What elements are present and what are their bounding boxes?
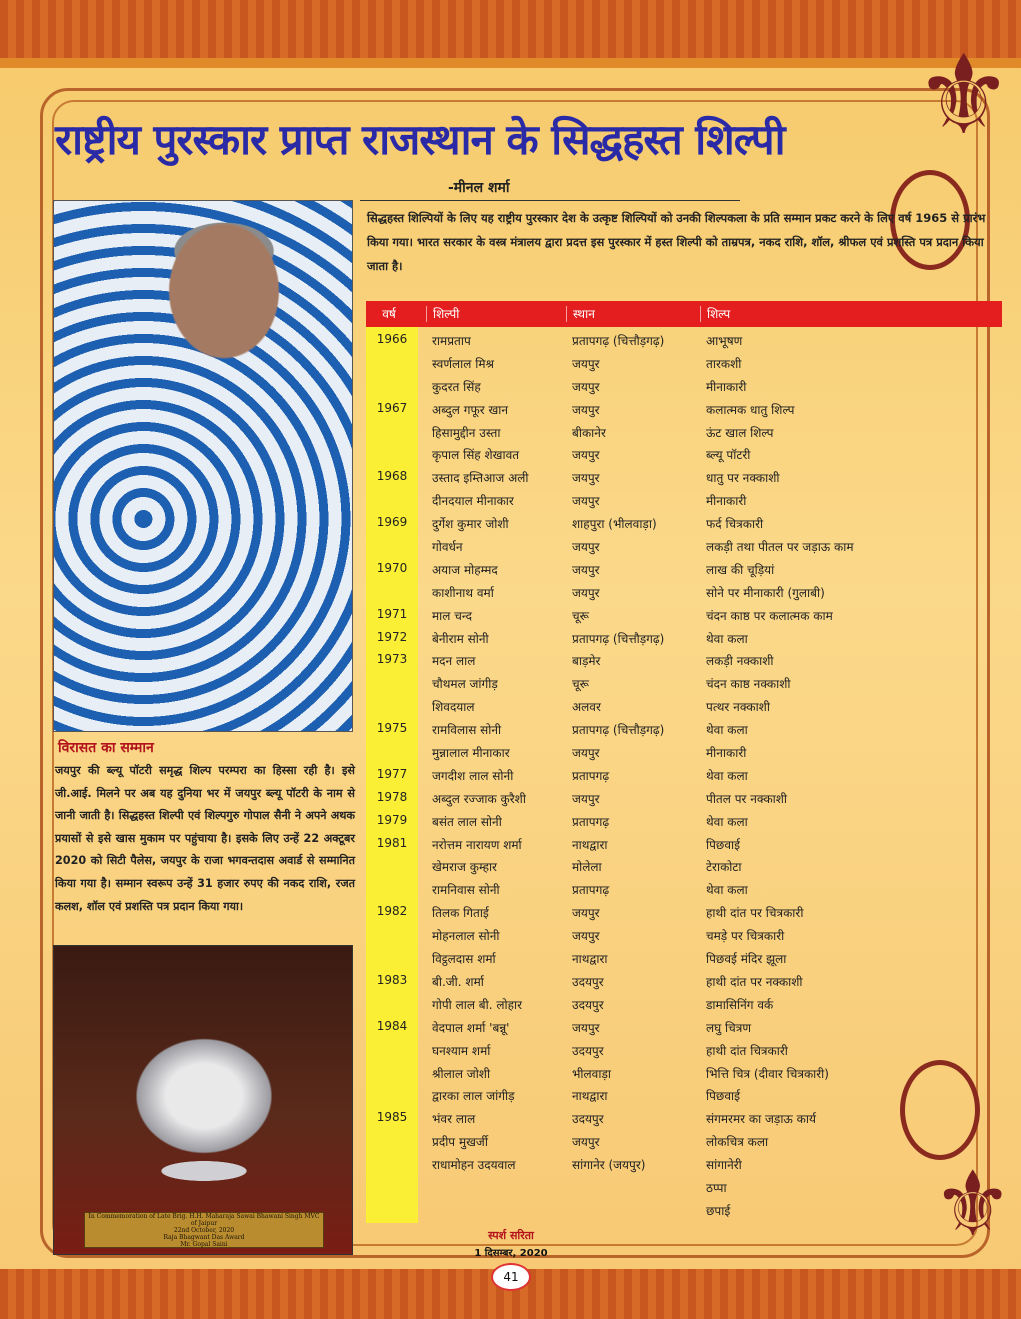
- row-artisan: मुन्नालाल मीनाकार: [432, 746, 510, 761]
- table-row: [366, 858, 1002, 881]
- row-craft: ऊंट खाल शिल्प: [706, 425, 774, 440]
- table-row: [366, 1042, 1002, 1065]
- row-year: 1984: [376, 1018, 408, 1033]
- decorative-top-stripe: [0, 58, 1021, 68]
- row-place: जयपुर: [572, 540, 600, 555]
- row-craft: थेवा कला: [706, 723, 748, 738]
- table-row: [366, 1019, 1002, 1042]
- row-artisan: कृपाल सिंह शेखावत: [432, 448, 520, 463]
- row-artisan: बसंत लाल सोनी: [432, 814, 502, 829]
- footer-badge: [468, 1228, 554, 1304]
- row-artisan: उस्ताद इम्तिआज अली: [432, 471, 529, 486]
- table-row: [366, 1087, 1002, 1110]
- row-place: जयपुर: [572, 929, 600, 944]
- table-row: [366, 1179, 1002, 1202]
- table-row: [366, 996, 1002, 1019]
- table-row: [366, 561, 1002, 584]
- row-craft: पिछवाई: [706, 1089, 741, 1104]
- row-craft: डामासिनिंग वर्क: [706, 997, 774, 1012]
- row-craft: आभूषण: [706, 334, 743, 348]
- row-place: प्रतापगढ़ (चित्तौड़गढ़): [572, 334, 665, 348]
- row-craft: सांगानेरी: [706, 1158, 742, 1173]
- row-artisan: मदन लाल: [432, 654, 476, 669]
- row-artisan: घनश्याम शर्मा: [432, 1043, 491, 1058]
- row-craft: पत्थर नक्काशी: [706, 700, 770, 715]
- row-artisan: शिवदयाल: [432, 700, 475, 715]
- row-place: उदयपुर: [572, 997, 604, 1012]
- row-artisan: भंवर लाल: [432, 1112, 476, 1127]
- row-artisan: माल चन्द: [432, 608, 472, 623]
- row-artisan: बी.जी. शर्मा: [432, 974, 484, 989]
- row-place: नाथद्वारा: [572, 837, 608, 852]
- row-place: सांगानेर (जयपुर): [572, 1158, 646, 1173]
- row-place: प्रतापगढ़ (चित्तौड़गढ़): [572, 723, 665, 738]
- row-artisan: नरोत्तम नारायण शर्मा: [432, 837, 522, 852]
- row-place: जयपुर: [572, 448, 600, 463]
- row-craft: चंदन काष्ठ नक्काशी: [706, 677, 791, 692]
- table-row: [366, 698, 1002, 721]
- row-craft: ब्ल्यू पॉटरी: [706, 448, 751, 463]
- plaque-line: 22nd October, 2020: [173, 1227, 235, 1234]
- author-byline: -मीनल शर्मा: [448, 180, 510, 196]
- row-artisan: हिसामुद्दीन उस्ता: [432, 425, 501, 440]
- row-place: चूरू: [572, 677, 589, 692]
- row-artisan: अयाज मोहम्मद: [432, 562, 498, 577]
- row-craft: लाख की चूड़ियां: [706, 562, 775, 577]
- plaque-line: In Commemoration of Late Brig. H.H. Maharaja Sawai Bhawani Singh MVC of Jaipur: [88, 1213, 320, 1227]
- row-craft: टेराकोटा: [706, 860, 742, 875]
- row-craft: हाथी दांत पर नक्काशी: [706, 974, 803, 989]
- row-place: उदयपुर: [572, 974, 604, 989]
- row-place: जयपुर: [572, 1020, 600, 1035]
- row-craft: फर्द चित्रकारी: [706, 517, 764, 532]
- row-artisan: दीनदयाल मीनाकार: [432, 494, 514, 509]
- header-artisan: शिल्पी: [426, 306, 459, 322]
- row-craft: मीनाकारी: [706, 494, 747, 509]
- table-row: [366, 401, 1002, 424]
- row-place: जयपुर: [572, 1135, 600, 1150]
- table-row: [366, 538, 1002, 561]
- row-artisan: वेदपाल शर्मा 'बन्नू': [432, 1020, 510, 1035]
- row-place: प्रतापगढ़: [572, 883, 610, 898]
- plaque-line: Raja Bhagwant Das Award: [163, 1234, 245, 1241]
- row-craft: हाथी दांत पर चित्रकारी: [706, 906, 804, 921]
- row-artisan: कुदरत सिंह: [432, 379, 481, 394]
- row-place: बाड़मेर: [572, 654, 601, 669]
- row-craft: तारकशी: [706, 356, 742, 371]
- divider: [360, 200, 740, 201]
- row-craft: थेवा कला: [706, 814, 748, 829]
- sidebar-text: जयपुर की ब्ल्यू पॉटरी समृद्ध शिल्प परम्परा का हिस्सा रही है। इसे जी.आई. मिलने पर अब यह दुनिया भर में जयपुर ब्ल्यू पॉटरी के नाम से जानी जाती है। सिद्धहस्त शिल्पी एवं शिल्पगुरु गोपाल सैनी ने अपने अथक प्रयासों से इसे खास मुकाम पर पहुंचाया है। इसके लिए उन्हें 22 अक्टूबर 2020 को सिटी पैलेस, जयपुर के राजा भगवन्तदास अवार्ड से सम्मानित किया गया है। सम्मान स्वरूप उन्हें 31 हजार रुपए की नकद राशि, रजत कलश, शॉल एवं प्रशस्ति पत्र प्रदान किया गया।: [55, 764, 355, 913]
- table-row: [366, 904, 1002, 927]
- row-artisan: रामनिवास सोनी: [432, 883, 500, 898]
- table-row: [366, 973, 1002, 996]
- row-craft: लकड़ी नक्काशी: [706, 654, 774, 669]
- table-row: [366, 584, 1002, 607]
- row-place: प्रतापगढ़ (चित्तौड़गढ़): [572, 631, 665, 646]
- row-year: 1970: [376, 560, 408, 575]
- row-craft: भित्ति चित्र (दीवार चित्रकारी): [706, 1066, 829, 1081]
- row-craft: संगमरमर का जड़ाऊ कार्य: [706, 1112, 816, 1127]
- header-craft: शिल्प: [700, 306, 730, 322]
- row-year: 1983: [376, 972, 408, 987]
- row-year: 1966: [376, 332, 408, 346]
- table-row: [366, 950, 1002, 973]
- row-craft: लकड़ी तथा पीतल पर जड़ाऊ काम: [706, 540, 854, 555]
- row-year: 1971: [376, 606, 408, 621]
- table-row: [366, 1110, 1002, 1133]
- row-place: जयपुर: [572, 906, 600, 921]
- table-row: [366, 1156, 1002, 1179]
- magazine-name: स्पर्श सरिता: [488, 1229, 534, 1242]
- row-artisan: दुर्गेश कुमार जोशी: [432, 517, 509, 532]
- header-year: वर्ष: [382, 307, 396, 321]
- table-row: [366, 630, 1002, 653]
- row-craft: धातु पर नक्काशी: [706, 471, 780, 486]
- row-craft: थेवा कला: [706, 631, 748, 646]
- row-craft: पीतल पर नक्काशी: [706, 791, 788, 806]
- table-row: [366, 515, 1002, 538]
- row-place: जयपुर: [572, 562, 600, 577]
- row-craft: ठप्पा: [706, 1180, 727, 1195]
- row-place: प्रतापगढ़: [572, 768, 610, 783]
- table-row: [366, 927, 1002, 950]
- row-place: मोलेला: [572, 860, 602, 875]
- page-title: राष्ट्रीय पुरस्कार प्राप्त राजस्थान के सिद्धहस्त शिल्पी: [55, 115, 785, 164]
- table-row: [366, 1202, 1002, 1225]
- row-place: उदयपुर: [572, 1112, 604, 1127]
- row-craft: थेवा कला: [706, 768, 748, 783]
- row-artisan: खेमराज कुम्हार: [432, 860, 497, 875]
- row-year: 1981: [376, 835, 408, 850]
- row-place: जयपुर: [572, 471, 600, 486]
- row-artisan: रामविलास सोनी: [432, 723, 502, 738]
- row-artisan: विट्ठलदास शर्मा: [432, 952, 496, 967]
- table-row: [366, 1133, 1002, 1156]
- row-artisan: काशीनाथ वर्मा: [432, 585, 494, 600]
- row-craft: लघु चित्रण: [706, 1020, 752, 1035]
- row-artisan: गोवर्धन: [432, 540, 463, 555]
- table-row: [366, 721, 1002, 744]
- row-craft: हाथी दांत चित्रकारी: [706, 1043, 788, 1058]
- table-row: [366, 378, 1002, 401]
- table-row: [366, 469, 1002, 492]
- table-row: [366, 790, 1002, 813]
- row-craft: छपाई: [706, 1203, 731, 1218]
- artisan-photo: [53, 200, 353, 732]
- row-year: 1969: [376, 515, 408, 530]
- row-year: 1979: [376, 812, 408, 827]
- row-place: जयपुर: [572, 356, 600, 371]
- row-year: 1972: [376, 629, 408, 644]
- row-artisan: अब्दुल रज्जाक कुरैशी: [432, 791, 526, 806]
- sidebar-title: विरासत का सम्मान: [58, 740, 154, 756]
- row-place: नाथद्वारा: [572, 952, 608, 967]
- table-row: [366, 332, 1002, 355]
- awards-table: [366, 332, 1002, 1225]
- row-artisan: गोपी लाल बी. लोहार: [432, 997, 523, 1012]
- table-row: [366, 813, 1002, 836]
- row-artisan: अब्दुल गफूर खान: [432, 402, 509, 417]
- row-place: उदयपुर: [572, 1043, 604, 1058]
- table-header: [366, 301, 1002, 327]
- row-craft: मीनाकारी: [706, 379, 747, 394]
- table-row: [366, 744, 1002, 767]
- row-artisan: बेनीराम सोनी: [432, 631, 489, 646]
- table-row: [366, 355, 1002, 378]
- issue-date: 1 दिसम्बर, 2020: [474, 1248, 548, 1259]
- row-place: प्रतापगढ़: [572, 814, 610, 829]
- row-year: 1973: [376, 652, 408, 667]
- row-artisan: तिलक गिताई: [432, 906, 489, 921]
- row-craft: लोकचित्र कला: [706, 1135, 769, 1150]
- row-artisan: स्वर्णलाल मिश्र: [432, 356, 494, 371]
- row-artisan: जगदीश लाल सोनी: [432, 768, 514, 783]
- row-place: भीलवाड़ा: [572, 1066, 611, 1081]
- row-craft: चंदन काष्ठ पर कलात्मक काम: [706, 608, 833, 623]
- row-artisan: प्रदीप मुखर्जी: [432, 1135, 488, 1150]
- intro-paragraph: सिद्धहस्त शिल्पियों के लिए यह राष्ट्रीय पुरस्कार देश के उत्कृष्ट शिल्पियों को उनकी शिल्पकला के प्रति सम्मान प्रकट करने के लिए वर्ष 1965 से प्रारंभ किया गया। भारत सरकार के वस्त्र मंत्रालय द्वारा प्रदत्त इस पुरस्कार में हस्त शिल्पी को ताम्रपत्र, नकद राशि, शॉल, श्रीफल एवं प्रशस्ति पत्र प्रदान किया जाता है।: [367, 211, 986, 273]
- row-place: जयपुर: [572, 379, 600, 394]
- row-year: 1978: [376, 789, 408, 804]
- row-place: बीकानेर: [572, 425, 606, 440]
- row-place: शाहपुरा (भीलवाड़ा): [572, 517, 657, 532]
- trophy-photo: [53, 945, 353, 1255]
- row-artisan: चौथमल जांगीड़: [432, 677, 498, 692]
- row-year: 1977: [376, 766, 408, 781]
- row-craft: सोने पर मीनाकारी (गुलाबी): [706, 585, 825, 600]
- table-row: [366, 652, 1002, 675]
- row-artisan: द्वारका लाल जांगीड़: [432, 1089, 515, 1104]
- row-place: जयपुर: [572, 402, 600, 417]
- row-year: 1975: [376, 721, 408, 736]
- table-row: [366, 881, 1002, 904]
- plaque-line: Mr. Gopal Saini: [180, 1241, 228, 1248]
- table-row: [366, 836, 1002, 859]
- table-row: [366, 446, 1002, 469]
- row-place: अलवर: [572, 700, 601, 715]
- row-craft: चमड़े पर चित्रकारी: [706, 929, 785, 944]
- row-place: जयपुर: [572, 585, 600, 600]
- row-craft: कलात्मक धातु शिल्प: [706, 402, 795, 417]
- row-craft: थेवा कला: [706, 883, 748, 898]
- page-number: 41: [491, 1263, 531, 1291]
- header-place: स्थान: [566, 306, 595, 322]
- row-place: चूरू: [572, 608, 589, 623]
- table-row: [366, 675, 1002, 698]
- row-year: 1968: [376, 469, 408, 484]
- table-row: [366, 492, 1002, 515]
- fleur-de-lis-icon: ⚜: [932, 1152, 1013, 1257]
- row-artisan: राधामोहन उदयवाल: [432, 1158, 516, 1173]
- row-place: जयपुर: [572, 791, 600, 806]
- row-artisan: श्रीलाल जोशी: [432, 1066, 491, 1081]
- table-row: [366, 607, 1002, 630]
- row-place: जयपुर: [572, 746, 600, 761]
- table-row: [366, 767, 1002, 790]
- row-place: नाथद्वारा: [572, 1089, 608, 1104]
- row-artisan: मोहनलाल सोनी: [432, 929, 500, 944]
- trophy-plaque: [84, 1212, 324, 1248]
- row-craft: पिछवई मंदिर झूला: [706, 952, 787, 967]
- table-row: [366, 1065, 1002, 1088]
- row-craft: पिछवाई: [706, 837, 741, 852]
- row-year: 1982: [376, 904, 408, 919]
- row-craft: मीनाकारी: [706, 746, 747, 761]
- row-place: जयपुर: [572, 494, 600, 509]
- table-row: [366, 424, 1002, 447]
- row-artisan: रामप्रताप: [432, 334, 471, 348]
- fleur-de-lis-icon: ⚜: [914, 31, 1013, 159]
- row-year: 1967: [376, 400, 408, 415]
- row-year: 1985: [376, 1110, 408, 1125]
